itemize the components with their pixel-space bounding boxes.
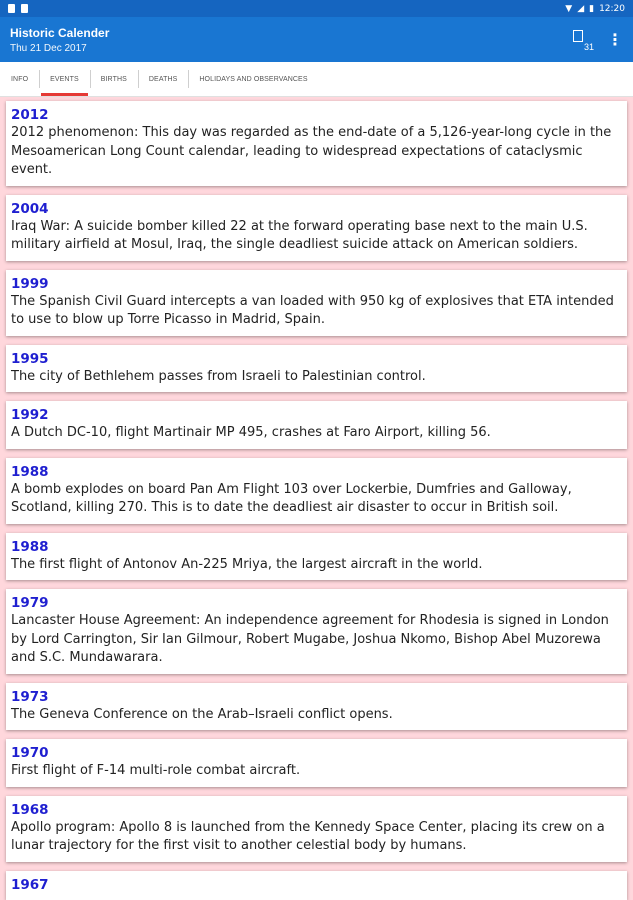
event-year: 1995 (11, 350, 49, 367)
tab-holidays[interactable] (188, 62, 318, 96)
event-description: A Dutch DC-10, flight Martinair MP 495, crashes at Faro Airport, killing 56. (11, 425, 491, 440)
list-item[interactable] (6, 533, 627, 581)
tab-label: BIRTHS (100, 75, 127, 83)
event-description: First flight of F-14 multi-role combat aircraft. (11, 763, 301, 778)
event-year: 1968 (11, 801, 49, 818)
tab-label: HOLIDAYS AND OBSERVANCES (199, 75, 308, 83)
tab-info[interactable] (0, 62, 39, 96)
event-description: A bomb explodes on board Pan Am Flight 103 over Lockerbie, Dumfries and Galloway, Scotland, killing 270. This is to date the deadliest air disaster to occur in British soil. (11, 481, 572, 515)
list-item[interactable] (6, 739, 627, 787)
event-year: 1992 (11, 407, 49, 423)
wifi-icon: ▼ (565, 3, 573, 14)
event-year: 1988 (11, 538, 49, 555)
list-item[interactable] (6, 101, 627, 186)
event-year: 1973 (11, 688, 49, 705)
app-title: Historic Calender (10, 25, 110, 40)
list-item[interactable] (6, 270, 627, 336)
status-bar (0, 0, 633, 17)
calendar-icon[interactable] (573, 30, 594, 52)
event-description: The Geneva Conference on the Arab–Israeli conflict opens. (11, 706, 393, 722)
calendar-number: 31 (583, 41, 594, 52)
tab-label: EVENTS (50, 75, 79, 83)
tab-events[interactable] (39, 62, 90, 96)
app-bar (0, 17, 633, 62)
tab-label: DEATHS (148, 75, 178, 83)
event-year: 1970 (11, 745, 49, 761)
app-titles (10, 26, 109, 54)
tab-bar (0, 62, 633, 97)
event-description: Apollo program: Apollo 8 is launched from the Kennedy Space Center, placing its crew on a lunar trajectory for the first visit to another celestial body by humans. (11, 819, 605, 853)
tab-label: INFO (11, 75, 29, 83)
event-description: The Spanish Civil Guard intercepts a van loaded with 950 kg of explosives that ETA intended to use to blow up Torre Picasso in Madrid, Spain. (11, 293, 614, 327)
signal-icon: ◢ (577, 3, 585, 14)
event-year: 1988 (11, 463, 49, 480)
app-subtitle-date: Thu 21 Dec 2017 (10, 42, 87, 54)
event-year: 2012 (11, 107, 49, 123)
event-description: 2012 phenomenon: This day was regarded as the end-date of a 5,126-year-long cycle in the Mesoamerican Long Count calendar, leading to widespread expectations of cataclysmic event. (11, 125, 612, 177)
list-item[interactable] (6, 458, 627, 524)
status-left (8, 4, 28, 13)
list-item[interactable] (6, 796, 627, 862)
list-item[interactable] (6, 195, 627, 261)
overflow-menu-icon[interactable]: ⋮ (607, 29, 623, 49)
storage-icon (21, 4, 28, 13)
event-description: Lancaster House Agreement: An independence agreement for Rhodesia is signed in London by Lord Carrington, Sir Ian Gilmour, Robert Mugabe, Joshua Nkomo, Bishop Abel Muzorewa and S.C. Mundawarara. (11, 613, 609, 665)
event-description: Iraq War: A suicide bomber killed 22 at the forward operating base next to the main U.S. military airfield at Mosul, Iraq, the single deadliest suicide attack on American soldiers. (11, 218, 588, 252)
list-item[interactable] (6, 401, 627, 449)
event-year: 1967 (11, 876, 49, 893)
list-item[interactable] (6, 683, 627, 731)
event-description: The first flight of Antonov An-225 Mriya, the largest aircraft in the world. (11, 556, 483, 572)
event-description: The city of Bethlehem passes from Israeli to Palestinian control. (11, 368, 426, 384)
app-actions (573, 30, 623, 50)
tab-births[interactable] (90, 62, 138, 96)
tab-deaths[interactable] (138, 62, 188, 96)
list-item[interactable] (6, 589, 627, 674)
event-year: 1999 (11, 275, 49, 292)
battery-icon: ▮ (589, 3, 595, 14)
status-time: 12:20 (599, 3, 625, 14)
events-list[interactable] (0, 97, 633, 900)
status-right (565, 4, 625, 14)
list-item[interactable] (6, 345, 627, 393)
event-year: 1979 (11, 595, 49, 611)
list-item[interactable] (6, 871, 627, 900)
notification-icon (8, 4, 15, 13)
event-year: 2004 (11, 200, 49, 217)
